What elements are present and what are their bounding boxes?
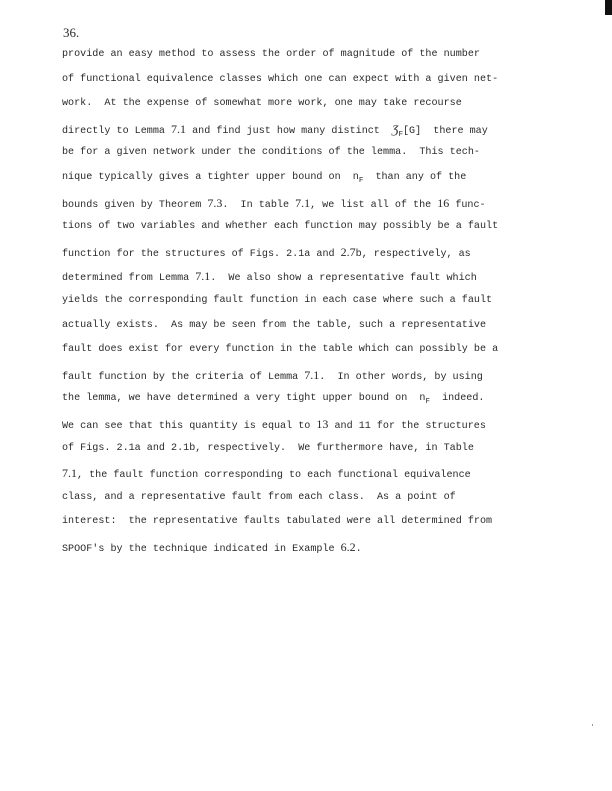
text-line: determined from Lemma 7.1. We also show a representative fault which xyxy=(62,269,477,285)
text-line: 7.1, the fault function corresponding to each functional equivalence xyxy=(62,466,471,482)
text-line: work. At the expense of somewhat more work, one may take recourse xyxy=(62,98,462,110)
text-line: class, and a representative fault from each class. As a point of xyxy=(62,491,456,503)
text-line: yields the corresponding fault function in each case where such a fault xyxy=(62,294,493,306)
text-line: of Figs. 2.1a and 2.1b, respectively. We furthermore have, in Table xyxy=(62,442,474,454)
text-line: nique typically gives a tighter upper bound on $n_F$ than any of the xyxy=(62,171,467,185)
text-line: directly to Lemma 7.1 and find just how many distinct $Ʒ_F[G]$ there may xyxy=(62,121,488,139)
text-line: be for a given network under the conditions of the lemma. This tech- xyxy=(62,147,480,159)
text-line: provide an easy method to assess the order of magnitude of the number xyxy=(62,49,480,60)
text-line: bounds given by Theorem 7.3. In table 7.1, we list all of the 16 func- xyxy=(62,195,486,211)
page-number: 36. xyxy=(63,25,80,40)
scan-speck xyxy=(592,724,593,726)
text-line: tions of two variables and whether each function may possibly be a fault xyxy=(62,221,499,233)
text-line: interest: the representative faults tabulated were all determined from xyxy=(62,516,493,528)
text-line: function for the structures of Figs. 2.1a and 2.7b, respectively, as xyxy=(62,244,471,260)
text-line: of functional equivalence classes which one can expect with a given net- xyxy=(62,73,499,85)
scan-edge-mark xyxy=(605,0,612,15)
text-line: the lemma, we have determined a very tight upper bound on $n_F$ indeed. xyxy=(62,393,485,407)
text-line: We can see that this quantity is equal to 13 and 11 for the structures xyxy=(62,416,486,432)
text-line: fault function by the criteria of Lemma 7.1. In other words, by using xyxy=(62,367,483,383)
body-text xyxy=(62,43,582,559)
text-line: SPOOF's by the technique indicated in Example 6.2. xyxy=(62,539,362,555)
text-line: actually exists. As may be seen from the table, such a representative xyxy=(62,319,487,331)
text-line: fault does exist for every function in the table which can possibly be a xyxy=(62,344,499,356)
